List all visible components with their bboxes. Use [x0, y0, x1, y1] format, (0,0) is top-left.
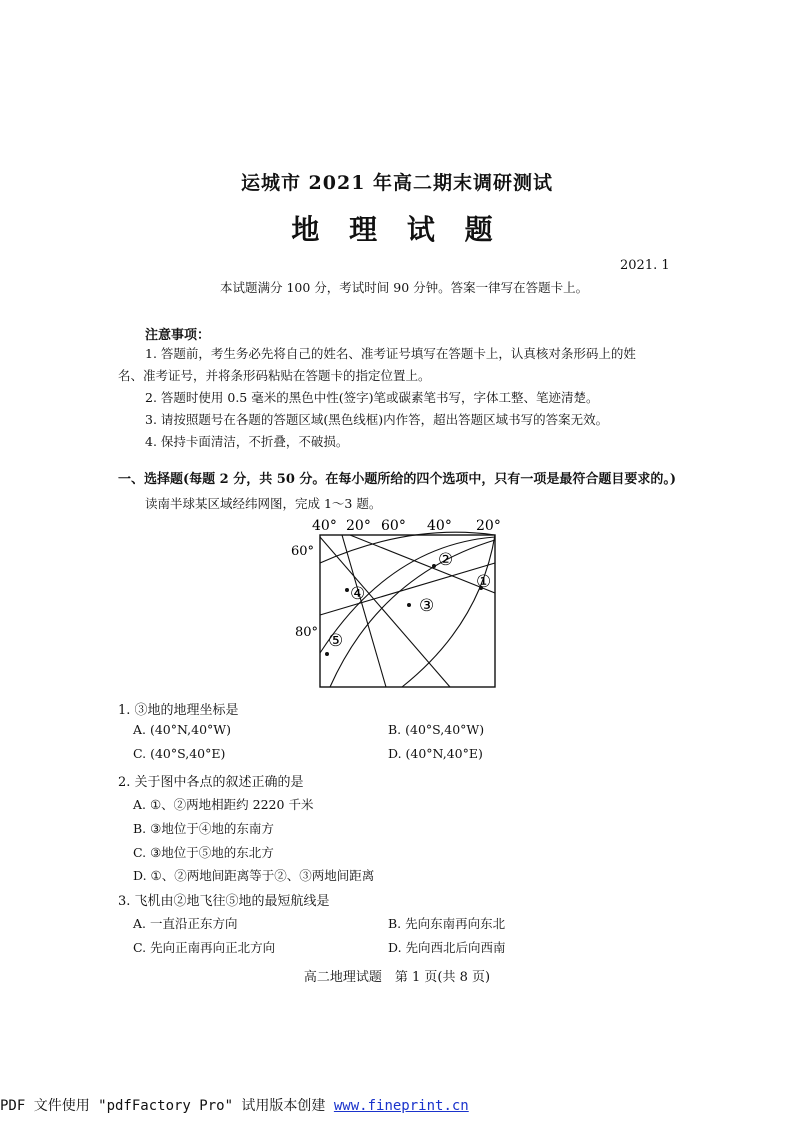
notice-heading: 注意事项：: [145, 328, 211, 343]
q2-option-a: A. ①、②两地相距约 2220 千米: [133, 797, 314, 812]
point-label-3: ③: [419, 596, 435, 616]
page-footer: 高二地理试题 第 1 页(共 8 页): [303, 970, 491, 985]
pdf-watermark-text: PDF 文件使用 "pdfFactory Pro" 试用版本创建: [0, 1098, 334, 1114]
q2-option-b: B. ③地位于④地的东南方: [133, 821, 274, 836]
lon-label-5: 20°: [476, 518, 501, 534]
point-dot-2: [432, 564, 436, 568]
lon-label-3: 60°: [381, 518, 406, 534]
lat-label-2: 80°: [295, 625, 319, 640]
lon-label-2: 20°: [346, 518, 371, 534]
question-2-stem: 2. 关于图中各点的叙述正确的是: [118, 775, 304, 790]
q3-option-d: D. 先向西北后向西南: [388, 940, 506, 955]
q3-option-b: B. 先向东南再向东北: [388, 916, 506, 931]
lon-label-4: 40°: [427, 518, 452, 534]
q2-option-c: C. ③地位于⑤地的东北方: [133, 845, 274, 860]
point-dot-5: [325, 652, 329, 656]
lat-label-1: 60°: [291, 544, 315, 559]
notice-line-1b: 名、准考证号，并将条形码粘贴在答题卡的指定位置上。: [118, 368, 431, 383]
exam-intro: 本试题满分 100 分，考试时间 90 分钟。答案一律写在答题卡上。: [220, 280, 589, 295]
latitude-arc-inner: [320, 537, 495, 653]
question-3-stem: 3. 飞机由②地飞往⑤地的最短航线是: [118, 894, 330, 909]
pdf-watermark: [0, 1095, 469, 1115]
point-dot-3: [407, 603, 411, 607]
q3-option-c: C. 先向正南再向正北方向: [133, 940, 276, 955]
q2-option-d: D. ①、②两地间距离等于②、③两地间距离: [133, 868, 375, 883]
point-label-5: ⑤: [328, 631, 344, 651]
q1-option-c: C. (40°S,40°E): [133, 746, 226, 761]
lon-label-1: 40°: [312, 518, 337, 534]
notice-line-3: 3. 请按照题号在各题的答题区域(黑色线框)内作答，超出答题区域书写的答案无效。: [145, 412, 609, 427]
notice-line-4: 4. 保持卡面清洁，不折叠，不破损。: [145, 434, 349, 449]
notice-line-2: 2. 答题时使用 0.5 毫米的黑色中性(签字)笔或碳素笔书写，字体工整、笔迹清楚。: [145, 390, 599, 405]
q1-option-a: A. (40°N,40°W): [133, 722, 231, 737]
graticule-map: [290, 515, 515, 695]
notice-line-1a: 1. 答题前，考生务必先将自己的姓名、准考证号填写在答题卡上，认真核对条形码上的姓: [145, 346, 636, 361]
map-instruction: 读南半球某区域经纬网图，完成 1～3 题。: [145, 496, 382, 511]
q1-option-d: D. (40°N,40°E): [388, 746, 483, 761]
exam-title: 运城市 2021 年高二期末调研测试: [240, 172, 554, 194]
point-label-4: ④: [350, 584, 366, 604]
fineprint-link[interactable]: www.fineprint.cn: [333, 1098, 469, 1114]
subject-title: 地 理 试 题: [291, 213, 503, 246]
q3-option-a: A. 一直沿正东方向: [133, 916, 238, 931]
q1-option-b: B. (40°S,40°W): [388, 722, 485, 737]
question-1-stem: 1. ③地的地理坐标是: [118, 703, 239, 718]
section-heading: 一、选择题(每题 2 分，共 50 分。在每小题所给的四个选项中，只有一项是最符合题目要求的。): [118, 472, 677, 487]
point-dot-4: [345, 588, 349, 592]
exam-date: 2021. 1: [620, 258, 670, 273]
point-label-1: ①: [476, 572, 492, 592]
point-label-2: ②: [438, 550, 454, 570]
